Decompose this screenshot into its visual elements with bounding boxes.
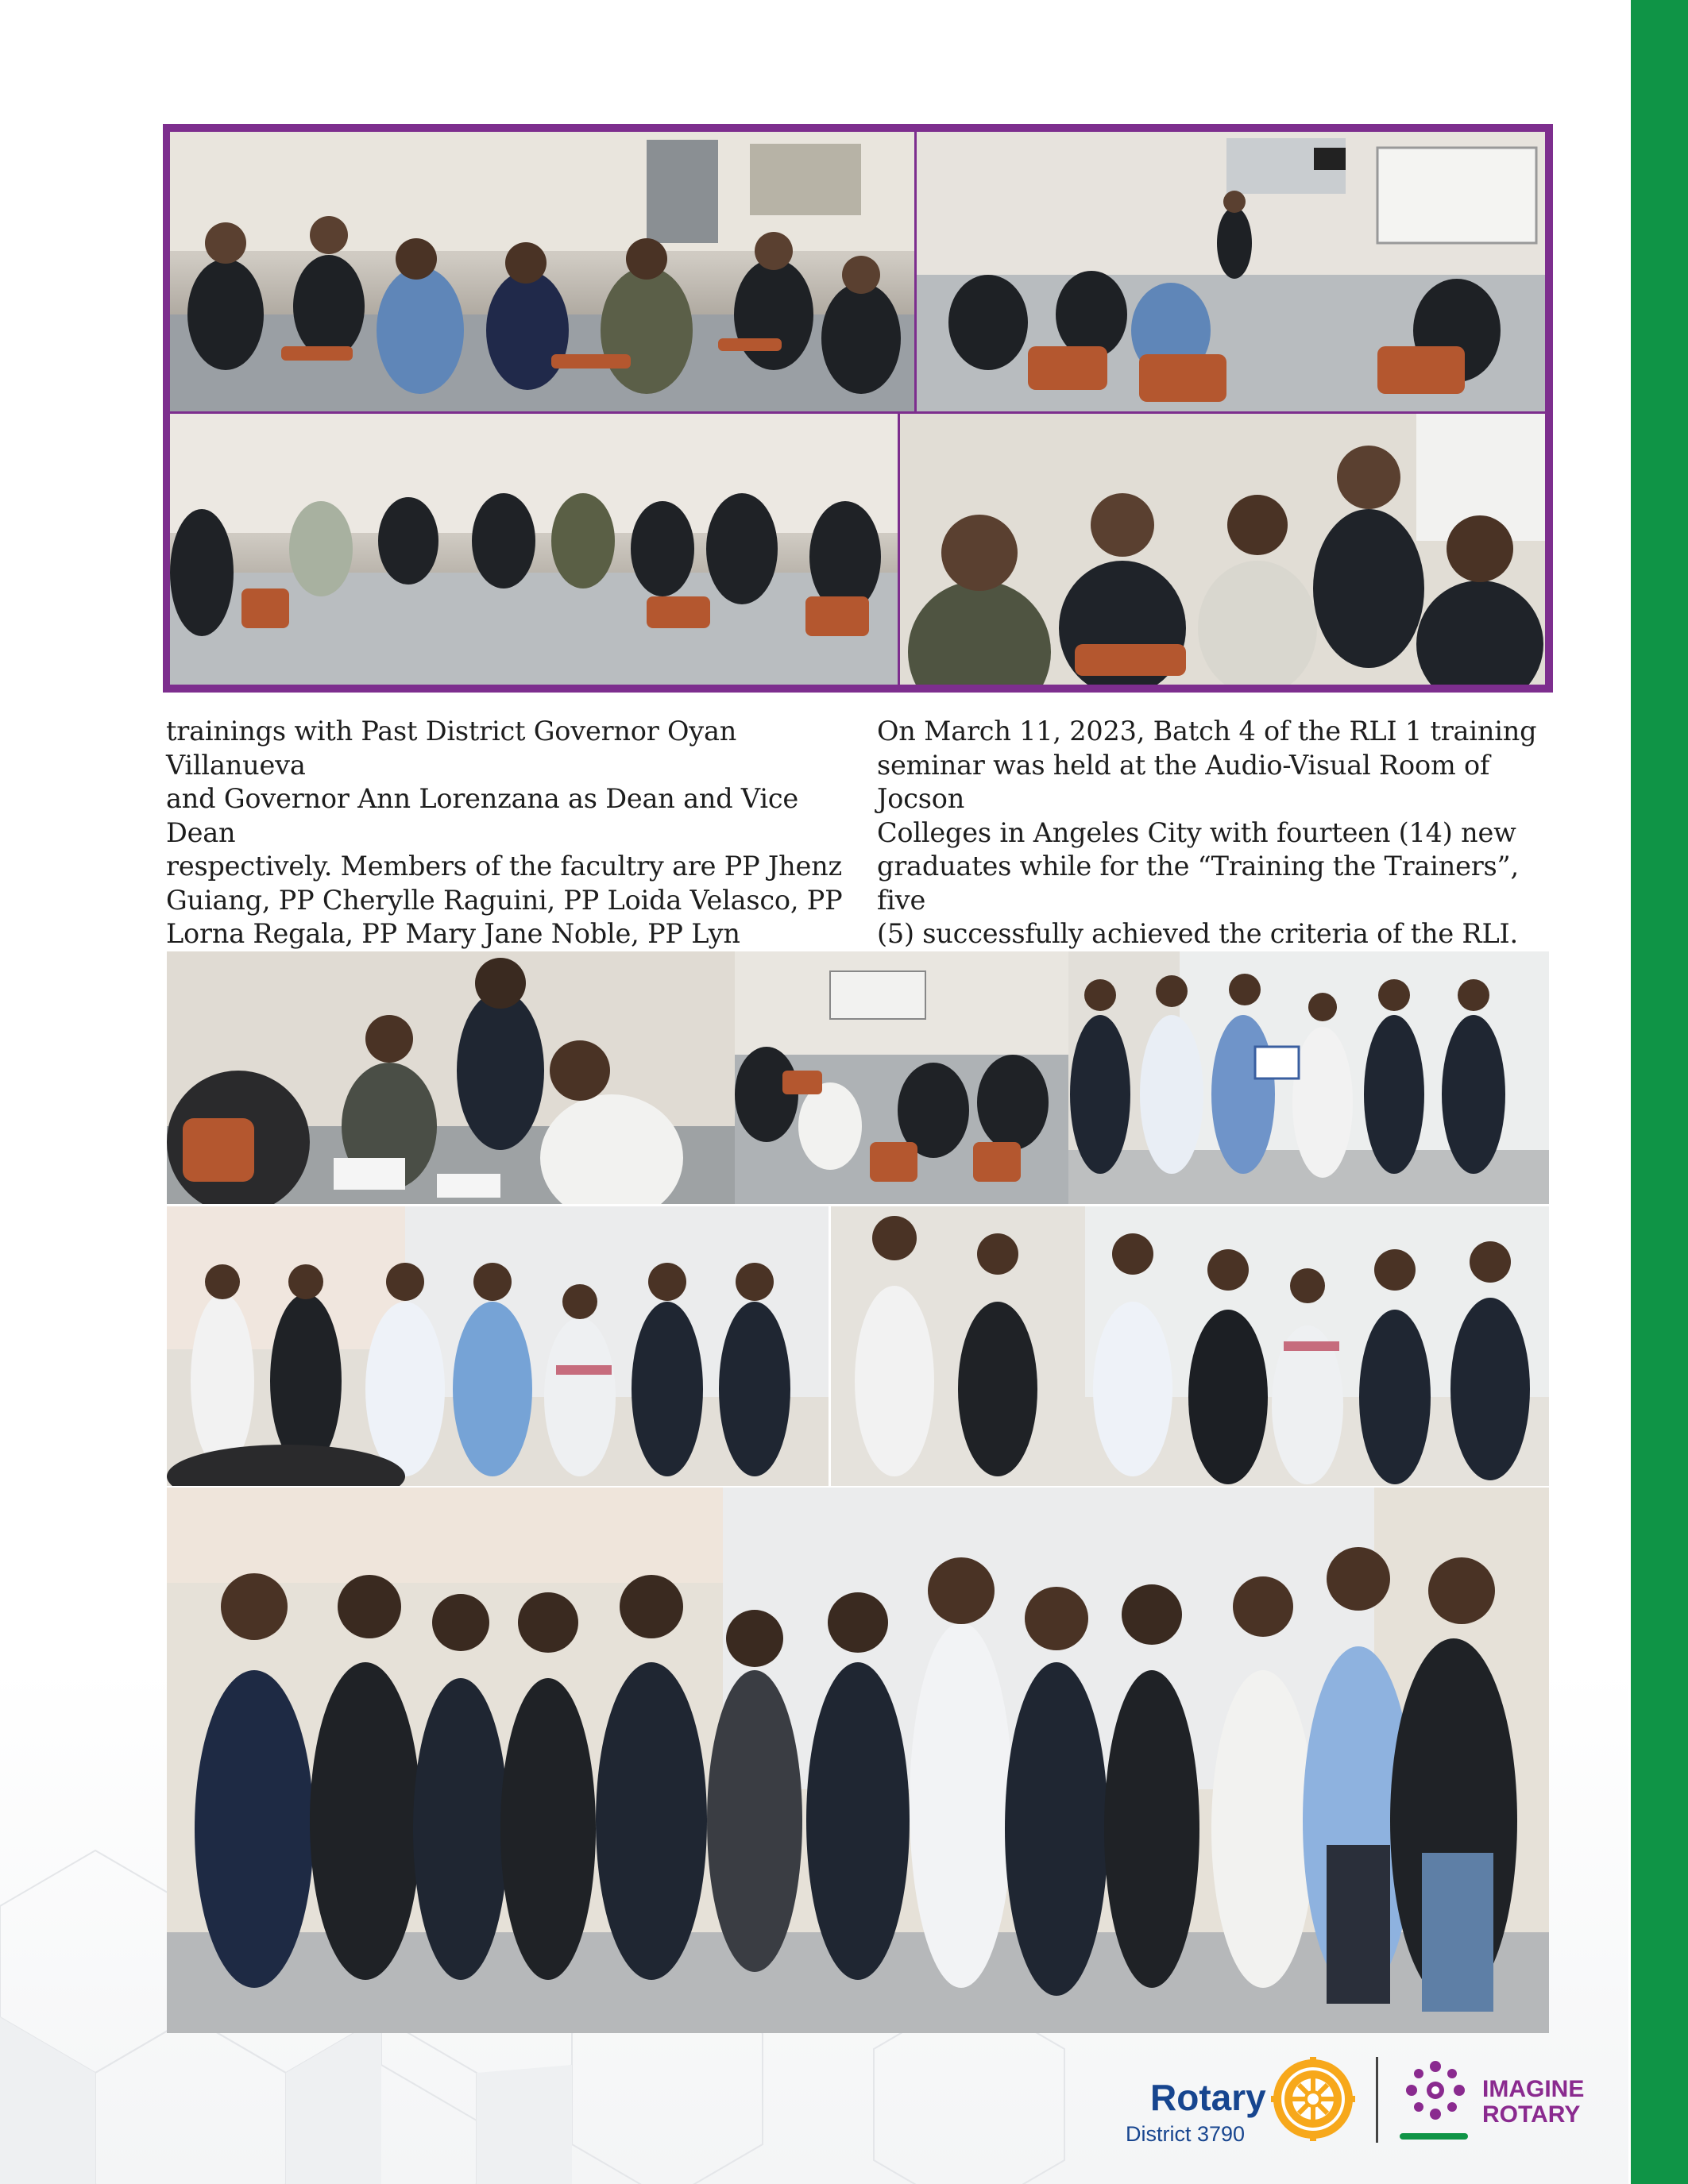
- photo-classroom-seated-participants: [170, 132, 914, 411]
- photo-circle-of-participants: [170, 414, 898, 685]
- imagine-underline: [1400, 2133, 1468, 2140]
- rotary-wheel-icon: [1271, 2057, 1355, 2141]
- photo-small-group-smiling: [900, 414, 1545, 685]
- footer-divider: [1376, 2057, 1378, 2143]
- imagine-rotary-icon: [1404, 2059, 1466, 2121]
- photo-classroom-speaker: [917, 132, 1545, 411]
- photo-pin-ceremony-1: [167, 1206, 829, 1486]
- imagine-rotary-wordmark: [1482, 2077, 1584, 2128]
- article-left-column: trainings with Past District Governor Oyan Villanueva and Governor Ann Lorenzana as Dean and Vice Dean respectively. Members of the facultry are PP Jhenz Guiang, PP Cherylle Raguini, PP Loida Velasco, PP Lorna Regala, PP Mary Jane Noble, PP Lyn: [166, 716, 843, 949]
- photo-classroom-rear-view: [735, 951, 1068, 1204]
- imagine-word: IMAGINE: [1482, 2076, 1585, 2102]
- rotary-word: ROTARY: [1482, 2101, 1581, 2128]
- article-right-column: On March 11, 2023, Batch 4 of the RLI 1 training seminar was held at the Audio-Visual Room of Jocson Colleges in Angeles City with fourteen (14) new graduates while for the “Training the Trainers”, five (5) successfully achieved the criteria of the RLI.: [877, 716, 1537, 949]
- side-accent-bar: [1631, 0, 1688, 2184]
- rotary-wordmark: Rotary: [1150, 2077, 1266, 2118]
- photo-group-discussion: [167, 951, 735, 1204]
- photo-pin-ceremony-2: [831, 1206, 1549, 1486]
- photo-certificate-presentation: [1068, 951, 1549, 1204]
- district-label: District 3790: [1126, 2122, 1246, 2146]
- photo-group-photo: [167, 1488, 1549, 2033]
